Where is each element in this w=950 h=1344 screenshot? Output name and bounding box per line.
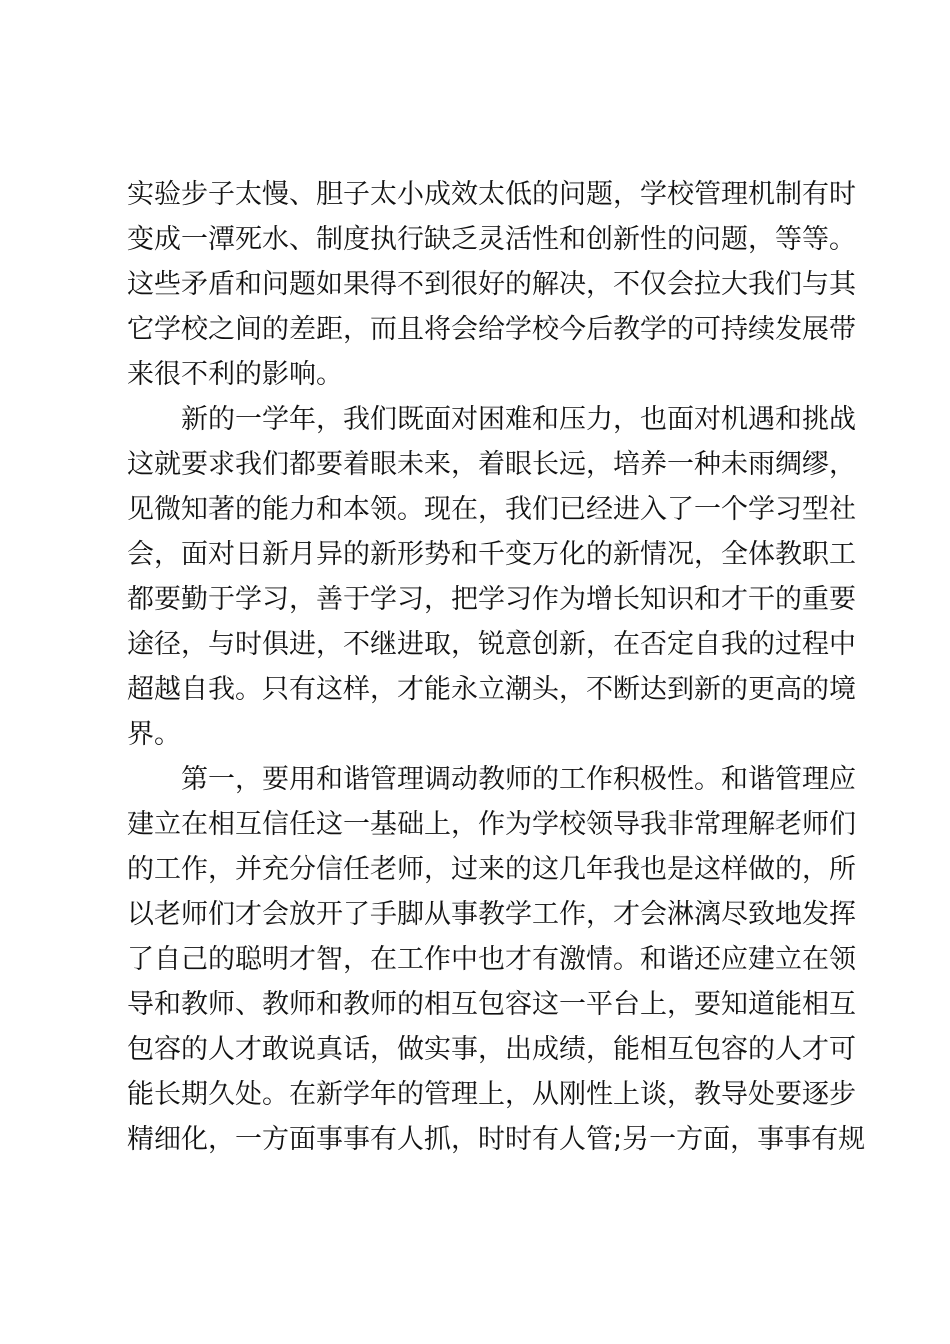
paragraph-1-line-3: 这些矛盾和问题如果得不到很好的解决，不仅会拉大我们与其	[127, 269, 856, 300]
paragraph-2-line-6: 途径，与时俱进，不继进取，锐意创新，在否定自我的过程中	[127, 629, 856, 660]
paragraph-3-line-8: 能长期久处。在新学年的管理上，从刚性上谈，教导处要逐步	[127, 1079, 856, 1110]
paragraph-2-line-7: 超越自我。只有这样，才能永立潮头，不断达到新的更高的境	[127, 674, 856, 705]
paragraph-1-line-4: 它学校之间的差距，而且将会给学校今后教学的可持续发展带	[127, 314, 856, 345]
paragraph-3-line-7: 包容的人才敢说真话，做实事，出成绩，能相互包容的人才可	[127, 1034, 856, 1065]
paragraph-3-line-3: 的工作，并充分信任老师，过来的这几年我也是这样做的，所	[127, 854, 856, 885]
paragraph-2-line-1: 新的一学年，我们既面对困难和压力，也面对机遇和挑战	[181, 404, 856, 435]
paragraph-2-line-8: 界。	[127, 719, 181, 750]
body-text	[127, 172, 866, 1162]
paragraph-2-line-3: 见微知著的能力和本领。现在，我们已经进入了一个学习型社	[127, 494, 856, 525]
paragraph-2-line-2: 这就要求我们都要着眼未来，着眼长远，培养一种未雨绸缪，	[127, 449, 856, 480]
paragraph-3-line-5: 了自己的聪明才智，在工作中也才有激情。和谐还应建立在领	[127, 944, 856, 975]
paragraph-3-line-6: 导和教师、教师和教师的相互包容这一平台上，要知道能相互	[127, 989, 856, 1020]
paragraph-2-line-4: 会，面对日新月异的新形势和千变万化的新情况，全体教职工	[127, 539, 856, 570]
paragraph-3-line-2: 建立在相互信任这一基础上，作为学校领导我非常理解老师们	[127, 809, 856, 840]
paragraph-3-line-1: 第一，要用和谐管理调动教师的工作积极性。和谐管理应	[181, 764, 856, 795]
paragraph-3-line-4: 以老师们才会放开了手脚从事教学工作，才会淋漓尽致地发挥	[127, 899, 856, 930]
paragraph-1-line-5: 来很不利的影响。	[127, 359, 343, 390]
paragraph-1-line-2: 变成一潭死水、制度执行缺乏灵活性和创新性的问题，等等。	[127, 224, 856, 255]
paragraph-2-line-5: 都要勤于学习，善于学习，把学习作为增长知识和才干的重要	[127, 584, 856, 615]
paragraph-3-line-9: 精细化，一方面事事有人抓，时时有人管;另一方面，事事有规	[127, 1124, 866, 1155]
paragraph-1-line-1: 实验步子太慢、胆子太小成效太低的问题，学校管理机制有时	[127, 179, 856, 210]
